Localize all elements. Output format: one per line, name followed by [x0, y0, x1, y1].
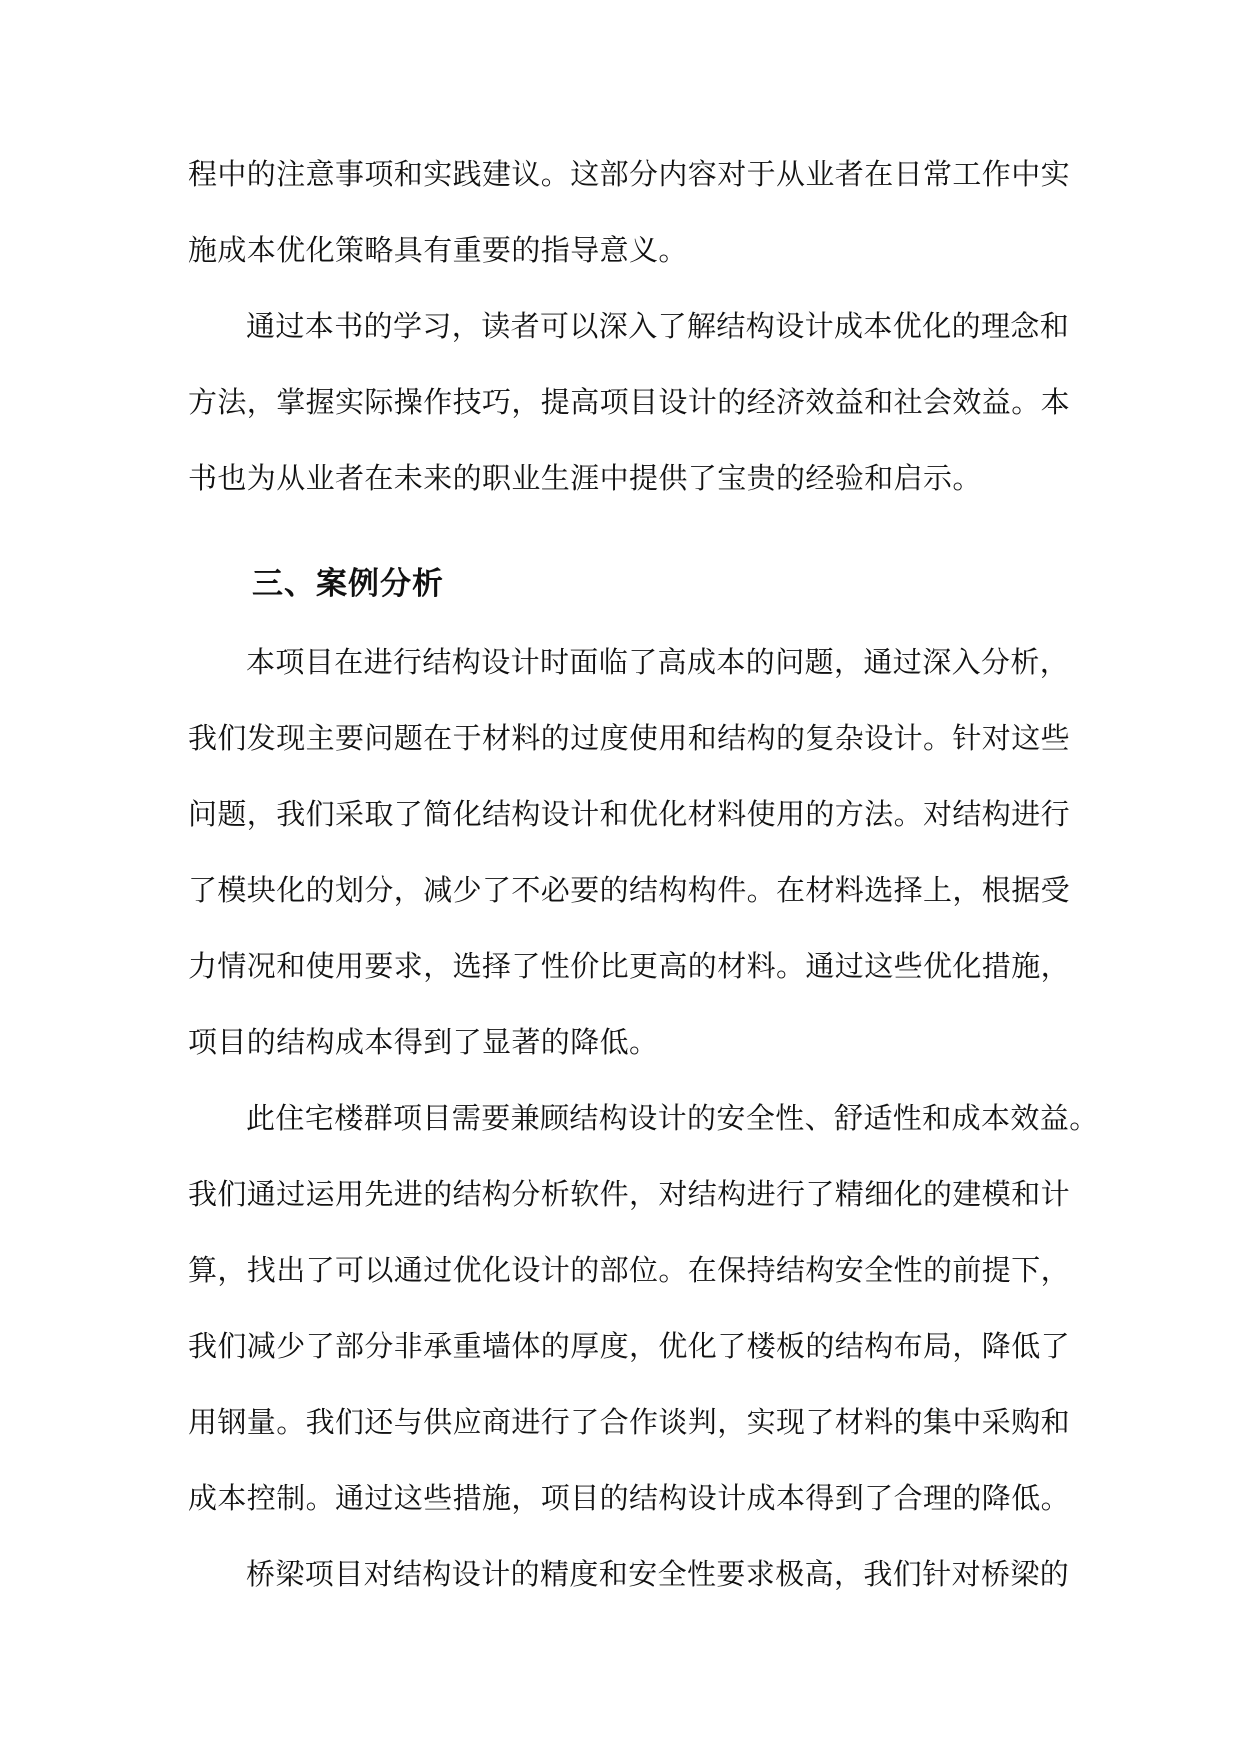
text-line: 本项目在进行结构设计时面临了高成本的问题，通过深入分析， — [246, 645, 1070, 679]
text-line: 我们发现主要问题在于材料的过度使用和结构的复杂设计。针对这些 — [188, 721, 1071, 755]
text-line: 我们减少了部分非承重墙体的厚度，优化了楼板的结构布局，降低了 — [188, 1329, 1071, 1363]
text-line: 问题，我们采取了简化结构设计和优化材料使用的方法。对结构进行 — [188, 797, 1071, 831]
text-line: 力情况和使用要求，选择了性价比更高的材料。通过这些优化措施， — [188, 949, 1071, 983]
text-line: 项目的结构成本得到了显著的降低。 — [188, 1025, 659, 1059]
text-line: 成本控制。通过这些措施，项目的结构设计成本得到了合理的降低。 — [188, 1481, 1071, 1515]
text-line: 了模块化的划分，减少了不必要的结构构件。在材料选择上，根据受 — [188, 873, 1071, 907]
paragraph — [188, 1536, 1070, 1612]
paragraph — [188, 136, 1071, 288]
text-line: 用钢量。我们还与供应商进行了合作谈判，实现了材料的集中采购和 — [188, 1405, 1071, 1439]
text-line: 桥梁项目对结构设计的精度和安全性要求极高，我们针对桥梁的 — [246, 1557, 1070, 1591]
document-page — [188, 136, 1099, 1612]
text-line: 我们通过运用先进的结构分析软件，对结构进行了精细化的建模和计 — [188, 1177, 1071, 1211]
text-line: 算，找出了可以通过优化设计的部位。在保持结构安全性的前提下， — [188, 1253, 1071, 1287]
text-line: 书也为从业者在未来的职业生涯中提供了宝贵的经验和启示。 — [188, 461, 982, 495]
text-line: 通过本书的学习，读者可以深入了解结构设计成本优化的理念和 — [246, 309, 1070, 343]
paragraph — [188, 624, 1071, 1080]
text-line: 施成本优化策略具有重要的指导意义。 — [188, 233, 688, 267]
section-heading: 三、案例分析 — [252, 566, 444, 602]
text-line: 方法，掌握实际操作技巧，提高项目设计的经济效益和社会效益。本 — [188, 385, 1071, 419]
paragraph — [188, 1080, 1099, 1536]
paragraph — [188, 288, 1071, 516]
text-line: 程中的注意事项和实践建议。这部分内容对于从业者在日常工作中实 — [188, 157, 1071, 191]
text-line: 此住宅楼群项目需要兼顾结构设计的安全性、舒适性和成本效益。 — [246, 1101, 1099, 1135]
